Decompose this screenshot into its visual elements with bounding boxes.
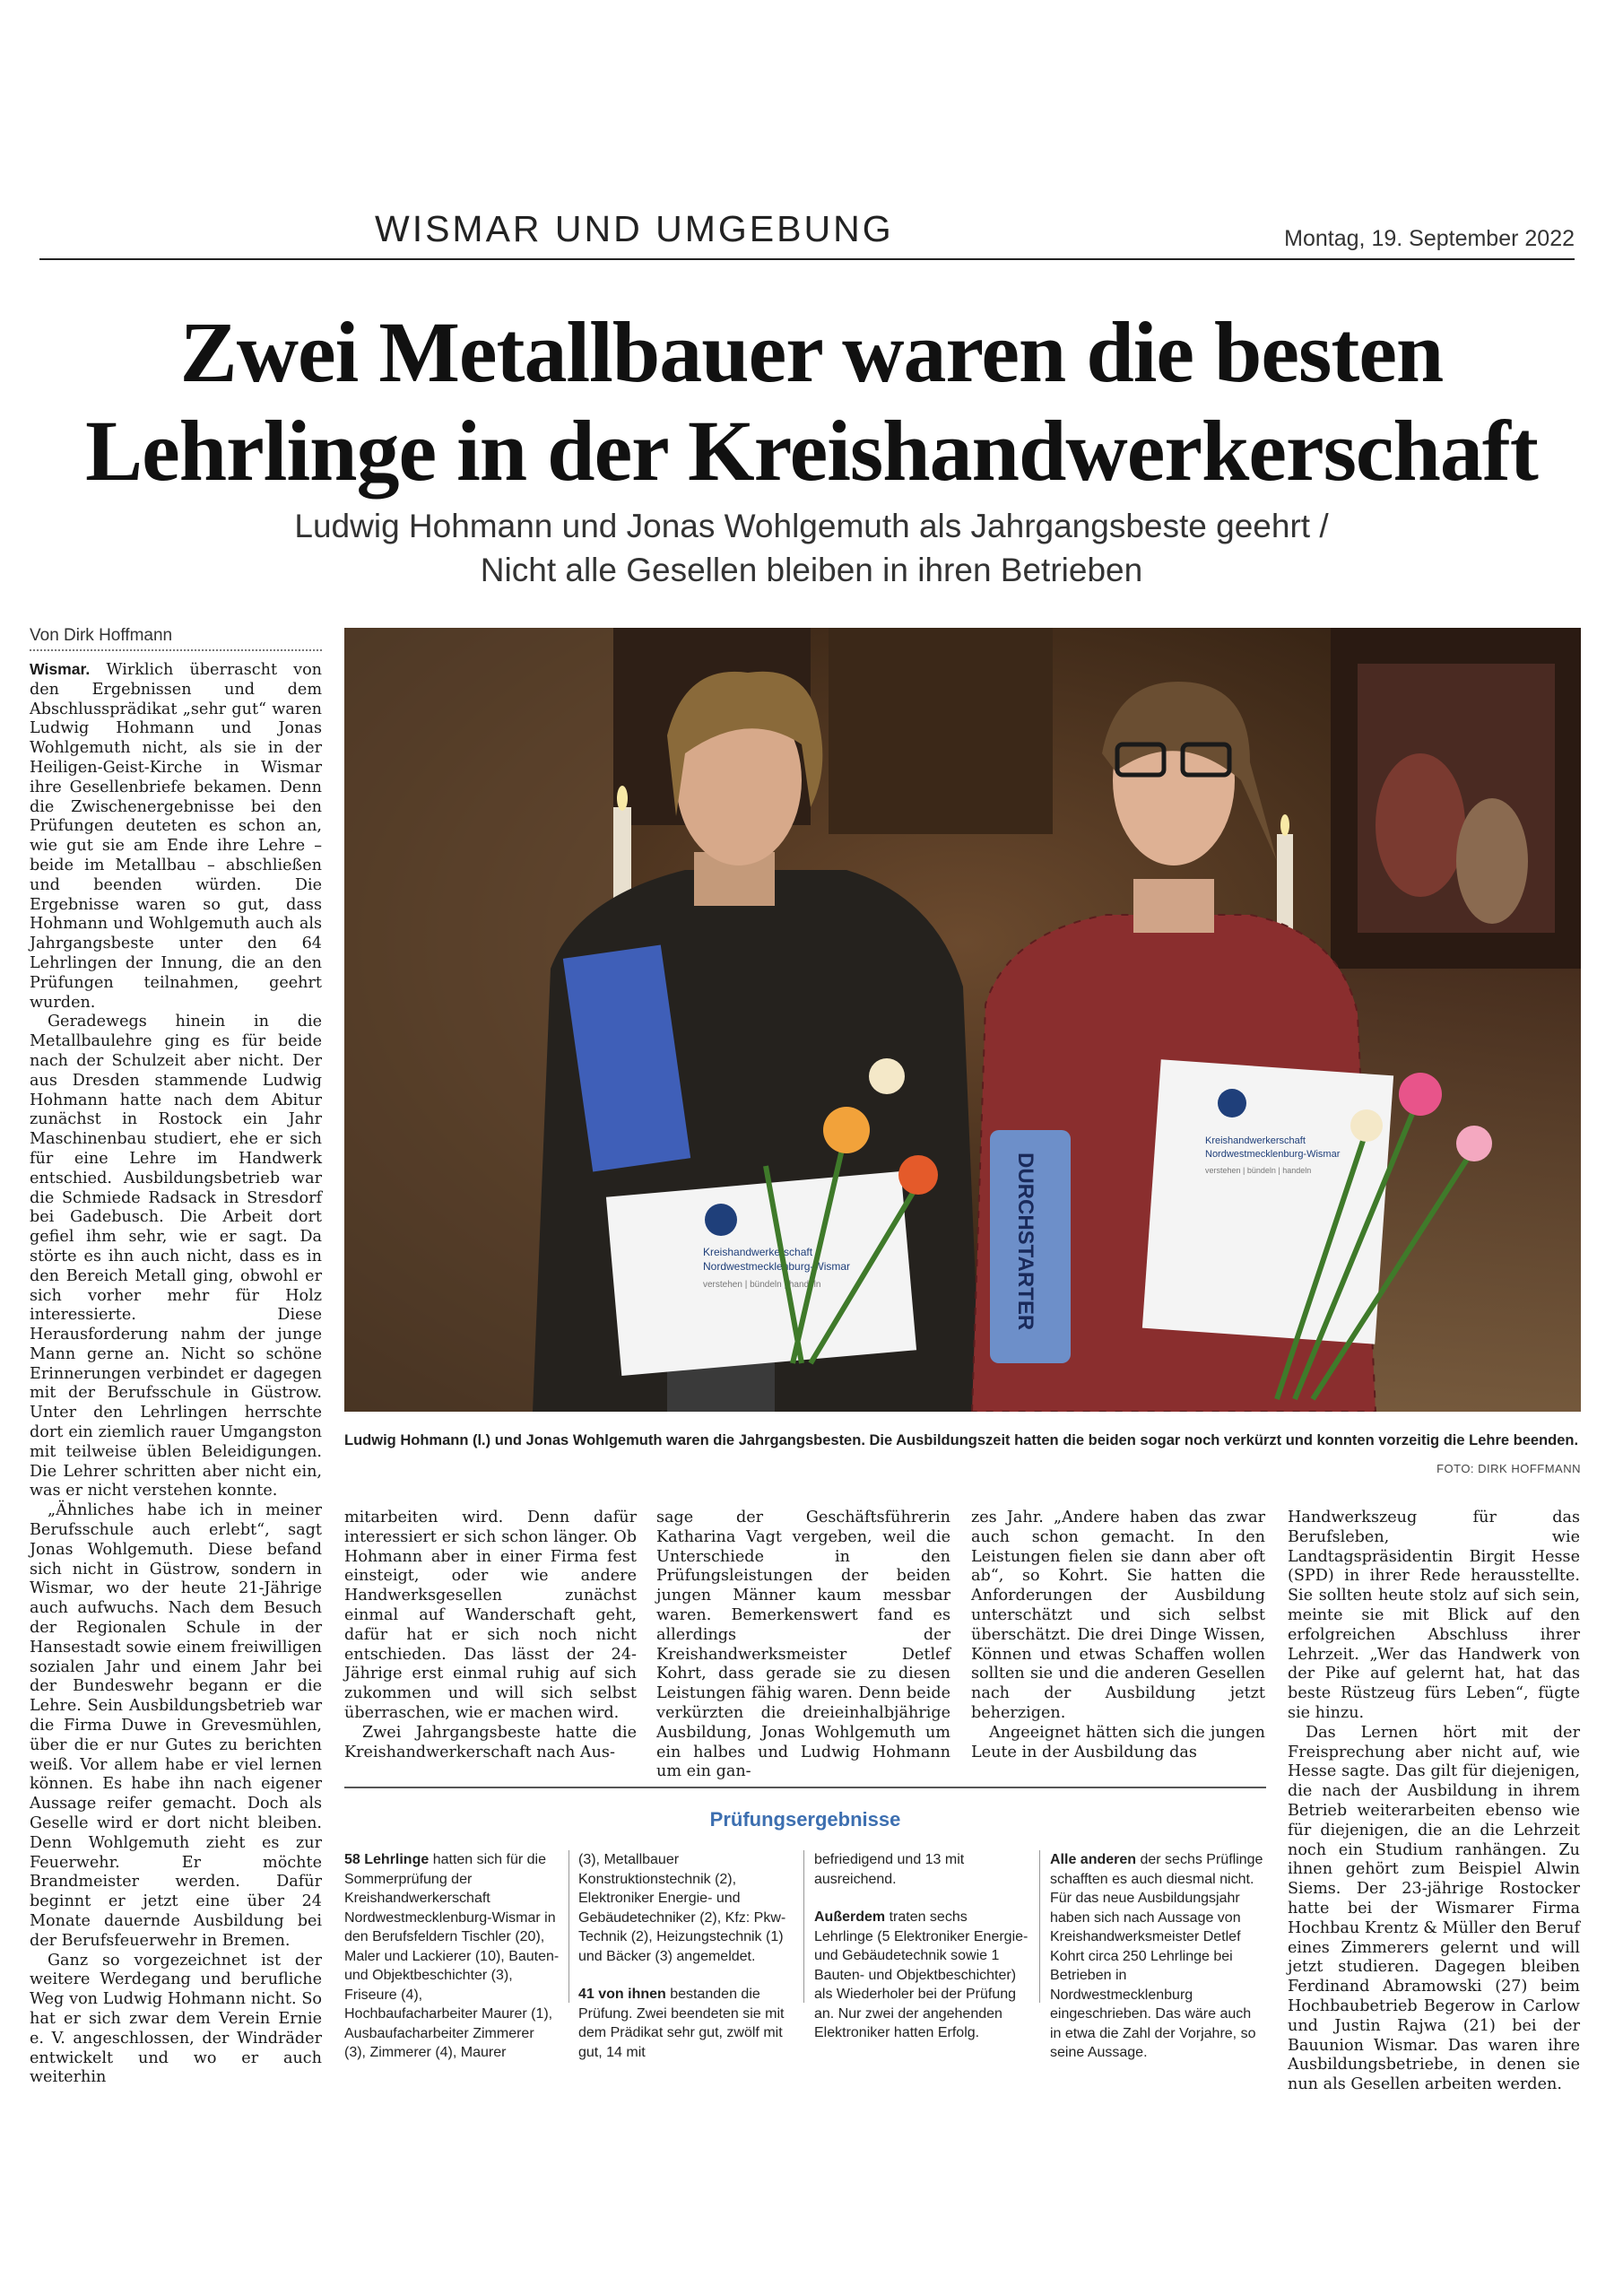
subheadline-line-2: Nicht alle Gesellen bleiben in ihren Betrieben	[480, 552, 1143, 588]
headline-line-1: Zwei Metallbauer waren die besten	[179, 304, 1444, 400]
gift-bottle	[990, 1130, 1071, 1363]
photo-credit: FOTO: DIRK HOFFMANN	[1436, 1462, 1581, 1475]
issue-date: Montag, 19. September 2022	[1284, 226, 1575, 251]
info-paragraph	[1050, 1850, 1265, 2063]
info-paragraph: (3), Metallbauer Konstruktionstechnik (2), Elektroniker Energie- und Gebäudetechniker (2), Kfz: Pkw-Technik (2), Heizungstechnik (1) und Bäcker (3) angemeldet.	[578, 1852, 786, 1964]
paragraph	[30, 660, 322, 1013]
info-lead: Außerdem	[814, 1909, 886, 1925]
byline: Von Dirk Hoffmann	[30, 626, 173, 645]
info-box-title: Prüfungsergebnisse	[709, 1808, 901, 1831]
info-text: traten sechs Lehrlinge (5 Elektroniker Energie- und Gebäudetechnik sowie 1 Bauten- und Objektbeschichter) als Wiederholer bei der Prüfung an. Nur zwei der angehenden Elektroniker hatten Erfolg.	[814, 1909, 1028, 2040]
article-column-3	[656, 1509, 950, 1782]
info-box-separator	[1039, 1850, 1040, 2003]
subheadline-line-1: Ludwig Hohmann und Jonas Wohlgemuth als Jahrgangsbeste geehrt /	[294, 508, 1329, 544]
folder-text: Kreishandwerkerschaft	[1205, 1135, 1306, 1146]
info-box-column-4	[1050, 1850, 1265, 2063]
paragraph: Angeeignet hätten sich die jungen Leute in der Ausbildung das	[971, 1723, 1265, 1761]
header-rule	[39, 258, 1575, 260]
paragraph: „Ähnliches habe ich in meiner Berufsschule auch erlebt“, sagt Jonas Wohlgemuth. Diese befand sich nicht in Güstrow, sondern in Wismar, wo der heute 21-Jährige auch aufwuchs. Nach dem Besuch der Regionalen Schule in der Hansestadt sowie einem freiwilligen sozialen Jahr und einem Jahr bei der Bundeswehr begann er die Lehre. Sein Ausbildungsbetrieb war die Firma Duwe in Grevesmühlen, über die er nur Gutes zu berichten weiß. Vor allem habe er viel lernen können. Es habe ihn nach eigener Aussage reifer gemacht. Doch als Geselle wird er dort nicht bleiben. Denn Wohlgemuth zieht es zur Feuerwehr. Er möchte Brandmeister werden. Dafür beginnt er jetzt eine über 24 Monate dauernde Ausbildung bei der Berufsfeuerwehr in Bremen.	[30, 1501, 322, 1950]
folder-text: Kreishandwerkerschaft	[703, 1246, 813, 1258]
byline-divider	[30, 649, 322, 651]
photo-caption: Ludwig Hohmann (l.) und Jonas Wohlgemuth waren die Jahrgangsbesten. Die Ausbildungszeit hatten die beiden sogar noch verkürzt und konnten vorzeitig die Lehre beenden.	[344, 1432, 1579, 1448]
article-column-2	[344, 1509, 637, 1762]
certificate-folder-left	[606, 1171, 916, 1376]
info-box-column-1	[344, 1850, 560, 2063]
paragraph: mitarbeiten wird. Denn dafür interessiert er sich schon länger. Ob Hohmann aber in einer Firma fest einsteigt, oder wie andere Handwerksgesellen zunächst einmal auf Wanderschaft geht, dafür hat er sich noch nicht entschieden. Das lässt der 24-Jährige erst einmal ruhig auf sich zukommen und will sich selbst überraschen, wie er machen wird.	[344, 1509, 637, 1722]
altar-panel	[829, 628, 1053, 834]
headline-line-2: Lehrlinge in der Kreishandwerkerschaft	[85, 403, 1538, 499]
info-lead: 41 von ihnen	[578, 1987, 666, 2002]
info-paragraph	[344, 1850, 560, 2063]
subheadline	[108, 504, 1515, 592]
paragraph: Ganz so vorgezeichnet ist der weitere Werdegang und berufliche Weg von Ludwig Hohmann nicht. So hat er sich zwar dem Verein Ernie e. V. angeschlossen, der Windräder entwickelt und wo er auch weiterhin	[30, 1951, 322, 2087]
info-text: der sechs Prüflinge schafften es auch diesmal nicht. Für das neue Ausbildungsjahr haben sich nach Aussage von Kreishandwerksmeister Detlef Kohrt circa 250 Lehrlinge bei Betrieben in Nordwestmecklenburg eingeschrieben. Das wäre auch in etwa die Zahl der Vorjahre, so seine Aussage.	[1050, 1852, 1263, 2060]
paragraph: zes Jahr. „Andere haben das zwar auch schon gemacht. In den Leistungen fielen sie dann aber oft ab“, so Kohrt. Sie hatten die Anforderungen der Ausbildung unterschätzt und sich selbst überschätzt. Die drei Dinge Wissen, Können und etwas Schaffen wollen sollten sie und die anderen Gesellen nach der Ausbildung jetzt beherzigen.	[971, 1509, 1265, 1722]
folder-text: Nordwestmecklenburg-Wismar	[1205, 1149, 1341, 1160]
info-box-column-3	[814, 1850, 1029, 2043]
section-title: WISMAR UND UMGEBUNG	[375, 208, 894, 249]
info-box-separator	[568, 1850, 569, 2003]
article-column-4	[971, 1509, 1265, 1762]
article-photo	[344, 628, 1581, 1412]
info-paragraph	[814, 1908, 1029, 2043]
info-box-rule	[344, 1787, 1266, 1788]
paragraph: sage der Geschäftsführerin Katharina Vagt vergeben, weil die Unterschiede in den Prüfungsleistungen der beiden jungen Männer kaum messbar waren. Bemerkenswert fand es allerdings der Kreishandwerksmeister Detlef Kohrt, dass gerade sie zu diesen Leistungen fähig waren. Denn beide verkürzten die dreieinhalbjährige Ausbildung, Jonas Wohlgemuth um ein halbes und Ludwig Hohmann um ein gan-	[656, 1509, 950, 1781]
headline	[27, 303, 1596, 500]
info-box-column-2	[578, 1850, 794, 2062]
info-text: bestanden die Prüfung. Zwei beendeten sie mit dem Prädikat sehr gut, zwölf mit gut, 14 mit	[578, 1987, 785, 2060]
article-column-5	[1288, 1509, 1580, 2095]
info-paragraph	[578, 1985, 794, 2062]
article-column-1	[30, 660, 322, 2088]
info-lead: 58 Lehrlinge	[344, 1852, 430, 1867]
dateline: Wismar.	[30, 660, 91, 678]
info-paragraph: befriedigend und 13 mit ausreichend.	[814, 1852, 965, 1887]
paragraph: Zwei Jahrgangsbeste hatte die Kreishandwerkerschaft nach Aus-	[344, 1723, 637, 1761]
info-box-separator	[803, 1850, 804, 2003]
folder-tagline: verstehen | bündeln | handeln	[1205, 1166, 1312, 1175]
paragraph: Das Lernen hört mit der Freisprechung aber nicht auf, wie Hesse sagte. Das gilt für diejenigen, die nach der Ausbildung in ihrem Betrieb weiterarbeiten ebenso wie für diejenigen, die an die Lehrzeit noch ein Studium ranhängen. Zu ihnen gehört zum Beispiel Alwin Siems. Der 23-jährige Rostocker hatte bei der Wismarer Firma Hochbau Krentz & Müller den Beruf eines Zimmerers gelernt und will jetzt studieren. Dagegen bleiben Ferdinand Abramowski (27) beim Hochbaubetrieb Begerow in Carlow und Justin Rajwa (21) bei der Bauunion Wismar. Das waren ihre Ausbildungsbetriebe, in denen sie nun als Gesellen arbeiten werden.	[1288, 1723, 1580, 2094]
folder-tagline: verstehen | bündeln | handeln	[703, 1280, 821, 1290]
paragraph: Handwerkszeug für das Berufsleben, wie Landtagspräsidentin Birgit Hesse (SPD) in ihrer Rede herausstellte. Sie sollten heute stolz auf sich sein, meinte sie mit Blick auf den erfolgreichen Abschluss ihrer Lehrzeit. „Wer das Handwerk von der Pike auf gelernt hat, hat das beste Rüstzeug fürs Leben“, fügte sie hinzu.	[1288, 1509, 1580, 1722]
paragraph: Geradewegs hinein in die Metallbaulehre ging es für beide nach der Schulzeit aber nicht. Der aus Dresden stammende Ludwig Hohmann hatte nach dem Abitur zunächst in Rostock ein Jahr Maschinenbau studiert, ehe er sich für eine Lehre im Handwerk entschied. Ausbildungsbetrieb war die Schmiede Radsack in Stresdorf bei Gadebusch. Die Arbeit dort gefiel ihm sehr, wie er sagt. Da störte es ihn auch nicht, dass es in den Bereich Metall ging, obwohl er sich vorher mehr für Holz interessierte. Diese Herausforderung nahm der junge Mann gerne an. Nicht so schöne Erinnerungen verbindet er dagegen mit der Berufsschule in Güstrow. Unter den Lehrlingen herrschte dort ein ziemlich rauer Umgangston mit teilweise üblen Beleidigungen. Die Lehrer schritten aber nicht ein, was er nicht verstehen konnte.	[30, 1013, 322, 1500]
folder-text: Nordwestmecklenburg-Wismar	[703, 1260, 851, 1273]
paragraph-text: Wirklich überrascht von den Ergebnissen und dem Abschlussprädikat „sehr gut“ waren Ludwig Hohmann und Jonas Wohlgemuth nicht, als sie in der Heiligen-Geist-Kirche in Wismar ihre Gesellenbriefe bekamen. Denn die Zwischenergebnisse bei den Prüfungen deuteten es schon an, wie gut sie am Ende ihre Lehre – beide im Metallbau – abschließen und beenden würden. Die Ergebnisse waren so gut, dass Hohmann und Wohlgemuth auch als Jahrgangsbeste unter den 64 Lehrlingen der Innung, die an den Prüfungen teilnahmen, geehrt wurden.	[30, 661, 323, 1012]
bottle-text: DURCHSTARTER	[1013, 1152, 1037, 1331]
info-text: hatten sich für die Sommerprüfung der Kreishandwerkerschaft Nordwestmecklenburg-Wismar in den Berufsfeldern Tischler (20), Maler und Lackierer (10), Bauten- und Objektbeschichter (3), Friseure (4), Hochbaufacharbeiter Maurer (1), Ausbaufacharbeiter Zimmerer (3), Zimmerer (4), Maurer	[344, 1852, 560, 2060]
info-lead: Alle anderen	[1050, 1852, 1137, 1867]
certificate-folder-right	[1142, 1059, 1393, 1344]
